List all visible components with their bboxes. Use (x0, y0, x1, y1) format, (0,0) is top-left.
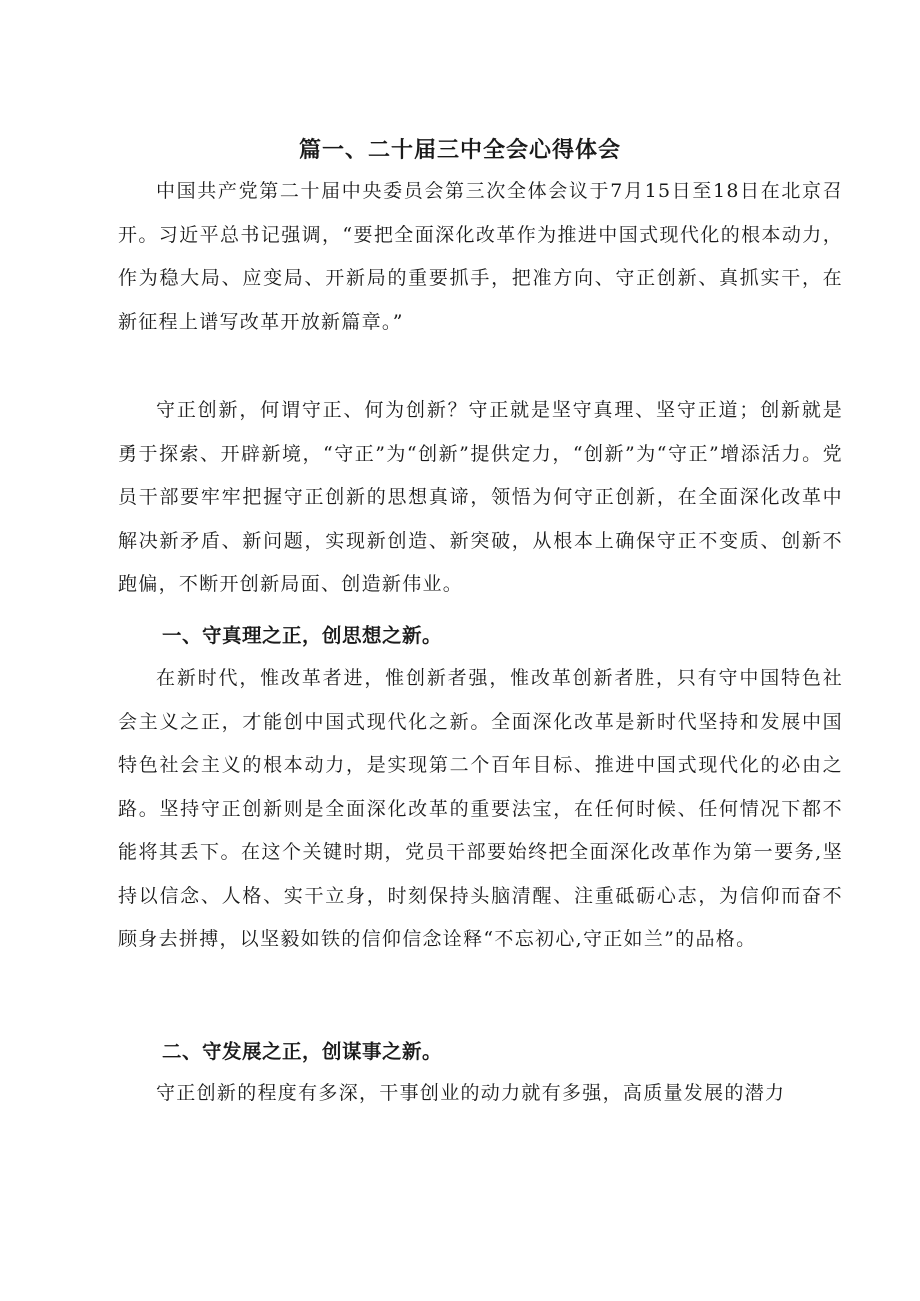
paragraph-section-1: 在新时代，惟改革者进，惟创新者强，惟改革创新者胜，只有守中国特色社会主义之正，才能创中国式现代化之新。全面深化改革是新时代坚持和发展中国特色社会主义的根本动力，是实现第二个百年目标、推进中国式现代化的必由之路。坚持守正创新则是全面深化改革的重要法宝，在任何时候、任何情况下都不能将其丢下。在这个关键时期，党员干部要始终把全面深化改革作为第一要务,坚持以信念、人格、实干立身，时刻保持头脑清醒、注重砥砺心志，为信仰而奋不顾身去拼搏，以坚毅如铁的信仰信念诠释“不忘初心,守正如兰”的品格。 (118, 667, 843, 950)
section-heading-1: 一、守真理之正，创思想之新。 (162, 624, 443, 647)
section-heading-2: 二、守发展之正，创谋事之新。 (162, 1040, 443, 1063)
paragraph-definition: 守正创新，何谓守正、何为创新？守正就是坚守真理、坚守正道；创新就是勇于探索、开辟新境，“守正”为“创新”提供定力，“创新”为“守正”增添活力。党员干部要牢牢把握守正创新的思想真谛，领悟为何守正创新，在全面深化改革中解决新矛盾、新问题，实现新创造、新突破，从根本上确保守正不变质、创新不跑偏，不断开创新局面、创造新伟业。 (118, 399, 843, 595)
paragraph-section-2: 守正创新的程度有多深，干事创业的动力就有多强，高质量发展的潜力 (156, 1082, 786, 1104)
paragraph-intro: 中国共产党第二十届中央委员会第三次全体会议于7月15日至18日在北京召开。习近平总书记强调，“要把全面深化改革作为推进中国式现代化的根本动力，作为稳大局、应变局、开新局的重要抓手，把准方向、守正创新、真抓实干，在新征程上谱写改革开放新篇章。” (118, 180, 843, 333)
document-title: 篇一、二十届三中全会心得体会 (298, 138, 621, 163)
